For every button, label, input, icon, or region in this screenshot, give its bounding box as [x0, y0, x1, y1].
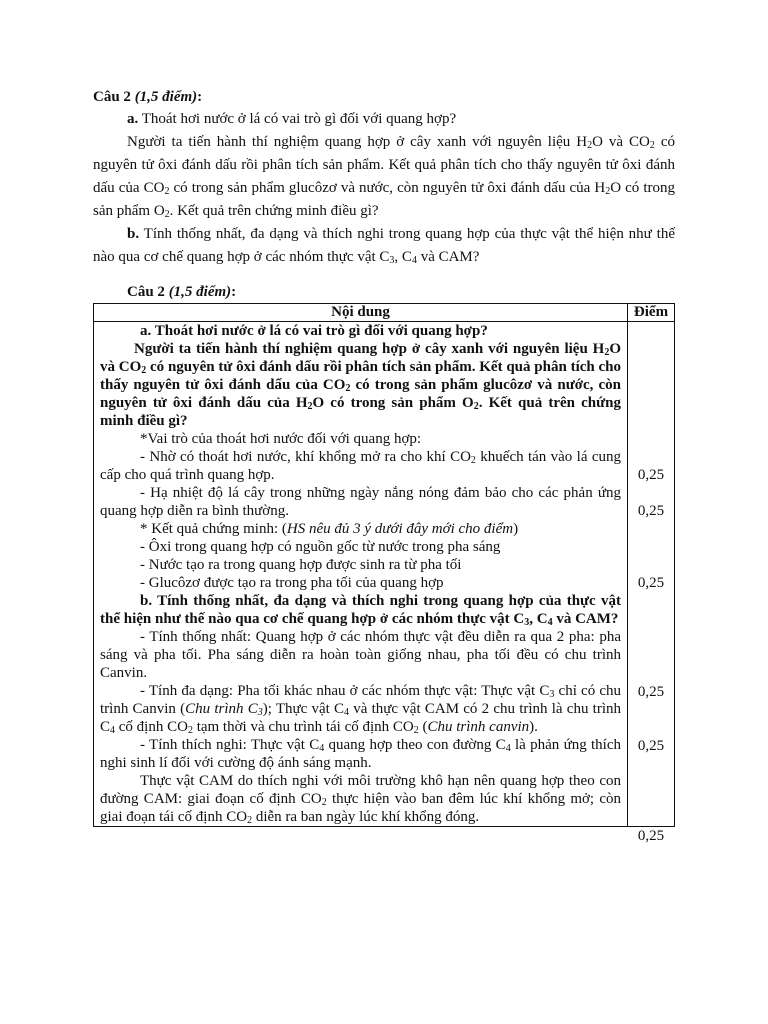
exam-page — [93, 88, 676, 844]
subscript: 4 — [344, 707, 350, 718]
experiment-text: Người ta tiến hành thí nghiệm quang hợp ở cây xanh với nguyên liệu H — [127, 134, 588, 150]
header-score: Điểm — [628, 304, 675, 322]
question-b-text: Tính thống nhất, đa dạng và thích nghi trong quang hợp của thực vật thể hiện như thế nào qua cơ chế quang hợp ở các nhóm thực vật C — [93, 226, 675, 265]
answer-text: tạm thời và chu trình tái cố định CO — [192, 719, 414, 735]
answer-note: HS nêu đủ 3 ý dưới đây mới cho điểm — [286, 521, 514, 537]
table-row — [94, 322, 675, 827]
role-item-1 — [100, 448, 621, 484]
subscript: 3 — [389, 255, 395, 266]
experiment-text: O và CO — [592, 134, 650, 150]
question-points: (1,5 điểm) — [134, 89, 198, 105]
subscript: 4 — [411, 255, 417, 266]
answer-text: có trong sản phẩm glucôzơ và nước, còn nguyên tử ôxi đánh dấu của H — [100, 377, 621, 411]
subscript: 4 — [505, 743, 511, 754]
score-value: 0,25 — [637, 575, 665, 591]
subscript: 2 — [605, 186, 611, 197]
role-item-2: - Hạ nhiệt độ lá cây trong những ngày nắng nóng đảm bảo cho các phản ứng quang hợp diễn ra bình thường. — [100, 485, 621, 519]
subscript: 2 — [164, 209, 170, 220]
question-a — [93, 108, 675, 131]
answer-italic: Chu trình C — [185, 701, 258, 717]
score-value: 0,25 — [637, 684, 665, 700]
diversity-item — [100, 682, 621, 736]
answer-text: ); Thực vật C — [262, 701, 345, 717]
result-item-3: - Glucôzơ được tạo ra trong pha tối của quang hợp — [140, 575, 444, 591]
answer-table — [93, 303, 675, 844]
answer-text: chỉ có chu trình Canvin ( — [100, 683, 622, 717]
score-value: 0,25 — [637, 467, 665, 483]
subscript: 2 — [247, 815, 253, 826]
answer-text: O có trong sản phẩm O — [312, 395, 474, 411]
subscript: 3 — [524, 617, 530, 628]
subscript: 2 — [321, 797, 327, 808]
answer-text: - Nhờ có thoát hơi nước, khí khổng mở ra cho khí CO — [140, 449, 471, 465]
question-b-text: , C — [394, 249, 412, 265]
subscript: 2 — [141, 365, 147, 376]
experiment-text: có nguyên tử ôxi đánh dấu rồi phân tích sản phẩm. Kết quả phân tích cho thấy nguyên tử ôxi đánh dấu của CO — [93, 134, 675, 196]
adaptation-item — [100, 736, 621, 772]
answer-italic: Chu trình canvin — [427, 719, 530, 735]
answer-heading — [127, 283, 675, 301]
subscript: 2 — [470, 455, 476, 466]
answer-text: - Tính đa dạng: Pha tối khác nhau ở các nhóm thực vật: Thực vật C — [140, 683, 550, 699]
answer-text: và thực vật CAM có 2 chu trình là chu trình C — [100, 701, 622, 735]
question-b — [93, 223, 675, 269]
answer-text: ) — [513, 521, 519, 537]
answer-text: có nguyên tử ôxi đánh dấu rồi phân tích sản phẩm. Kết quả phân tích cho thấy nguyên tử ôxi đánh dấu của CO — [100, 359, 621, 393]
result-item-2: - Nước tạo ra trong quang hợp được sinh ra từ pha tối — [140, 557, 462, 573]
result-heading — [100, 520, 621, 538]
answer-text: cố định CO — [115, 719, 188, 735]
table-header-row — [94, 304, 675, 322]
answer-text: khuếch tán vào lá cung cấp cho quá trình quang hợp. — [100, 449, 622, 483]
question-b-label: b. — [127, 226, 140, 242]
experiment-text: . Kết quả trên chứng minh điều gì? — [169, 203, 379, 219]
answer-text: , C — [529, 611, 548, 627]
answer-text: * Kết quả chứng minh: ( — [140, 521, 287, 537]
subscript: 2 — [649, 140, 655, 151]
answer-colon: : — [231, 284, 237, 300]
experiment-text: có trong sản phẩm glucôzơ và nước, còn nguyên tử ôxi đánh dấu của H — [169, 180, 606, 196]
answer-a-question — [100, 322, 621, 340]
header-content: Nội dung — [94, 304, 628, 322]
question-heading — [93, 88, 675, 106]
subscript: 3 — [257, 707, 263, 718]
role-heading: *Vai trò của thoát hơi nước đối với quang hợp: — [140, 431, 422, 447]
answer-text: Người ta tiến hành thí nghiệm quang hợp ở cây xanh với nguyên liệu H — [134, 341, 605, 357]
subscript: 2 — [307, 401, 313, 412]
score-value: 0,25 — [637, 828, 665, 844]
question-colon: : — [197, 89, 203, 105]
subscript: 2 — [473, 401, 479, 412]
answer-text: quang hợp theo con đường C — [324, 737, 506, 753]
result-item-1: - Ôxi trong quang hợp có nguồn gốc từ nước trong pha sáng — [140, 539, 501, 555]
subscript: 4 — [547, 617, 553, 628]
subscript: 4 — [319, 743, 325, 754]
question-experiment — [93, 131, 675, 223]
question-label: Câu 2 — [93, 89, 131, 105]
content-cell — [94, 322, 628, 827]
question-b-text: và CAM? — [416, 249, 480, 265]
answer-text: b. Tính thống nhất, đa dạng và thích nghi trong quang hợp của thực vật thể hiện như thế nào qua cơ chế quang hợp ở các nhóm thực vật C — [100, 593, 621, 627]
answer-text: là phản ứng thích nghi sinh lí đối với cường độ ánh sáng mạnh. — [100, 737, 622, 771]
subscript: 4 — [110, 725, 116, 736]
subscript: 2 — [413, 725, 419, 736]
answer-text: O và CO — [100, 341, 621, 375]
subscript: 2 — [604, 347, 610, 358]
score-value: 0,25 — [637, 738, 665, 754]
subscript: 2 — [345, 383, 351, 394]
answer-text: . Kết quả trên chứng minh điều gì? — [100, 395, 621, 429]
answer-a-experiment — [100, 340, 621, 430]
answer-text: và CAM? — [552, 611, 619, 627]
answer-text: ( — [418, 719, 428, 735]
answer-text: diễn ra ban ngày lúc khí khổng đóng. — [252, 809, 480, 825]
answer-text: Thực vật CAM do thích nghi với môi trường khô hạn nên quang hợp theo con đường CAM: giai đoạn cố định CO — [100, 773, 621, 807]
answer-label: Câu 2 — [127, 284, 165, 300]
question-a-label: a. — [127, 111, 139, 127]
score-cell — [628, 322, 675, 844]
answer-b-question — [100, 592, 621, 628]
experiment-text: O có trong sản phẩm O — [93, 180, 676, 219]
answer-text: ). — [529, 719, 538, 735]
question-a-text: Thoát hơi nước ở lá có vai trò gì đối với quang hợp? — [138, 111, 457, 127]
answer-a-q1: a. Thoát hơi nước ở lá có vai trò gì đối với quang hợp? — [140, 323, 488, 339]
subscript: 3 — [549, 689, 555, 700]
subscript: 2 — [187, 725, 193, 736]
unity-item: - Tính thống nhất: Quang hợp ở các nhóm thực vật đều diễn ra qua 2 pha: pha sáng và pha tối. Pha sáng diễn ra hoàn toàn giống nhau, pha tối đều có chu trình Canvin. — [100, 629, 621, 681]
subscript: 2 — [587, 140, 593, 151]
cam-item — [100, 772, 621, 826]
answer-text: - Tính thích nghi: Thực vật C — [140, 737, 320, 753]
subscript: 2 — [164, 186, 170, 197]
answer-text: thực hiện vào ban đêm lúc khí khổng mở; còn giai đoạn tái cố định CO — [100, 791, 622, 825]
answer-points: (1,5 điểm) — [168, 284, 232, 300]
score-value: 0,25 — [637, 503, 665, 519]
